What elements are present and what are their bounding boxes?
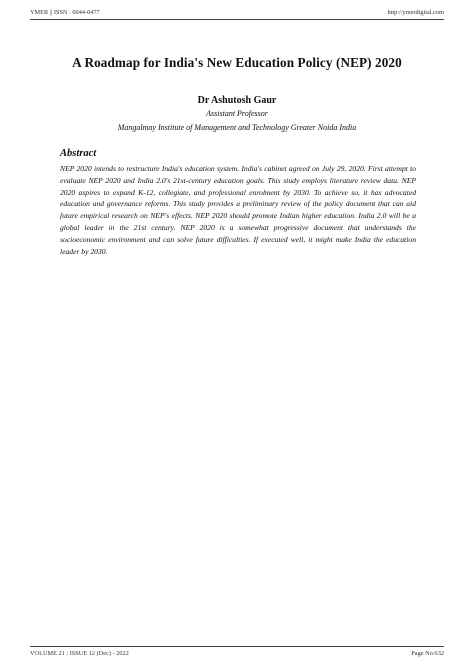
author-role: Assistant Professor — [206, 109, 268, 118]
footer-page-number: Page No:632 — [411, 650, 444, 657]
abstract-body: NEP 2020 intends to restructure India's education system. India's cabinet agreed on July 29, 2020. First attempt to evaluate NEP 2020 and India 2.0's 21st-century education goals. This study employs literature review data. NEP 2020 aspires to expand K-12, collegiate, and professional enrolment by 2030. To achieve so, it has advocated education and governance reforms. This study provides a preliminary review of the policy document that can aid future empirical research on NEP's effects. NEP 2020 should promote Indian higher education. India 2.0 will be a global leader in the 21st century. NEP 2020 is a somewhat progressive document that understands the socioeconomic environment and can solve future difficulties. If executed well, it might make India the education leader by 2030. — [60, 164, 416, 256]
header-divider — [30, 19, 444, 20]
journal-header-left: YMER || ISSN : 0044-0477 — [30, 9, 100, 16]
paper-title: A Roadmap for India's New Education Policy (NEP) 2020 — [72, 55, 402, 70]
author-affiliation: Mangalmay Institute of Management and Technology Greater Noida India — [117, 123, 357, 132]
abstract-heading: Abstract — [60, 148, 97, 159]
journal-header-url: http://ymerdigital.com — [387, 9, 444, 16]
footer-divider — [30, 646, 444, 647]
author-name: Dr Ashutosh Gaur — [197, 95, 277, 106]
footer-volume: VOLUME 21 : ISSUE 12 (Dec) - 2022 — [30, 650, 129, 657]
